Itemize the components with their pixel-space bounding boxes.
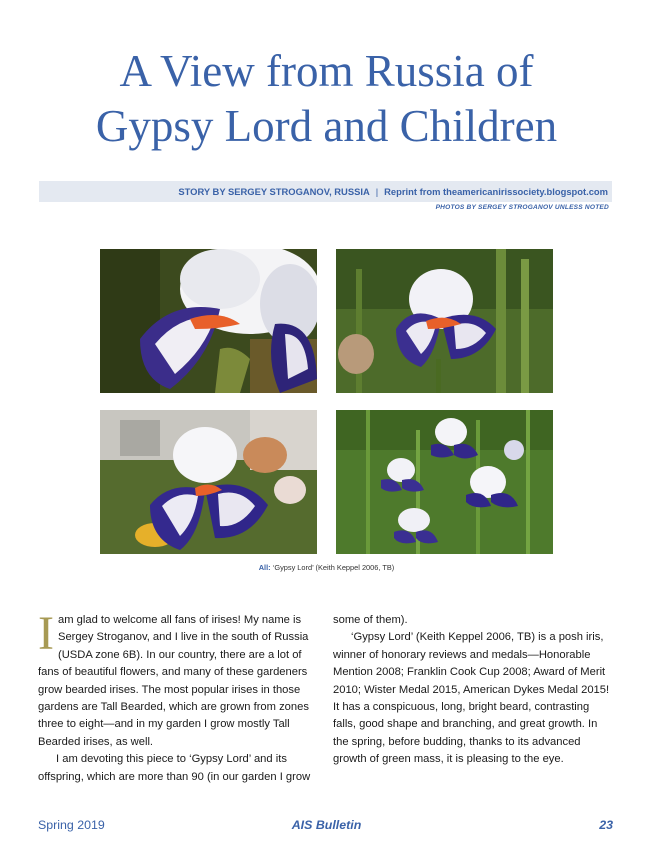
iris-photo-field xyxy=(336,410,553,554)
body-column-1 xyxy=(38,607,320,786)
footer-publication: AIS Bulletin xyxy=(291,818,362,832)
paragraph: ‘Gypsy Lord’ (Keith Keppel 2006, TB) is a posh iris, winner of honorary reviews and medals—Honorable Mention 2008; Franklin Cook Cup 2008; Award of Merit 2010; Wister Medal 2015, American Dykes Medal 2015! It has a conspicuous, long, bright beard, contrasting falls, good shape and branching, and great growth. In the spring, before budding, thanks to its advanced growth of green mass, it is pleasing to the eye. xyxy=(333,631,610,766)
byline-bar xyxy=(39,181,612,202)
reprint-source: Reprint from theamericanirissociety.blogspot.com xyxy=(384,186,608,197)
caption-text: ‘Gypsy Lord’ (Keith Keppel 2006, TB) xyxy=(272,563,395,572)
drop-cap: I xyxy=(38,607,54,660)
article-title xyxy=(0,44,653,154)
iris-photo-house xyxy=(100,410,317,554)
caption-label: All: xyxy=(258,563,271,572)
photo-credit: PHOTOS BY SERGEY STROGANOV UNLESS NOTED xyxy=(435,204,609,211)
footer-season: Spring 2019 xyxy=(38,818,105,832)
title-line-2: Gypsy Lord and Children xyxy=(95,101,558,151)
body-column-2 xyxy=(333,612,615,769)
byline-separator: | xyxy=(375,186,379,197)
iris-photo-closeup xyxy=(100,249,317,393)
paragraph: some of them). xyxy=(333,614,408,626)
iris-photo-garden xyxy=(336,249,553,393)
title-line-1: A View from Russia of xyxy=(119,46,534,96)
page-number: 23 xyxy=(599,818,613,832)
paragraph: Iam glad to welcome all fans of irises! My name is Sergey Stroganov, and I live in the south of Russia (USDA zone 6B). In our country, there are a lot of fans of beautiful flowers, and many of these gardeners grow bearded irises. The most popular irises in those gardens are Tall Bearded, which are grown from zones three to eight—and in my garden I grow mostly Tall Bearded irises, as well. xyxy=(38,607,309,748)
paragraph: I am devoting this piece to ‘Gypsy Lord’ and its offspring, which are more than 90 (in our garden I grow xyxy=(38,753,311,783)
photo-caption xyxy=(0,563,653,572)
byline: STORY BY SERGEY STROGANOV, RUSSIA xyxy=(178,186,370,197)
